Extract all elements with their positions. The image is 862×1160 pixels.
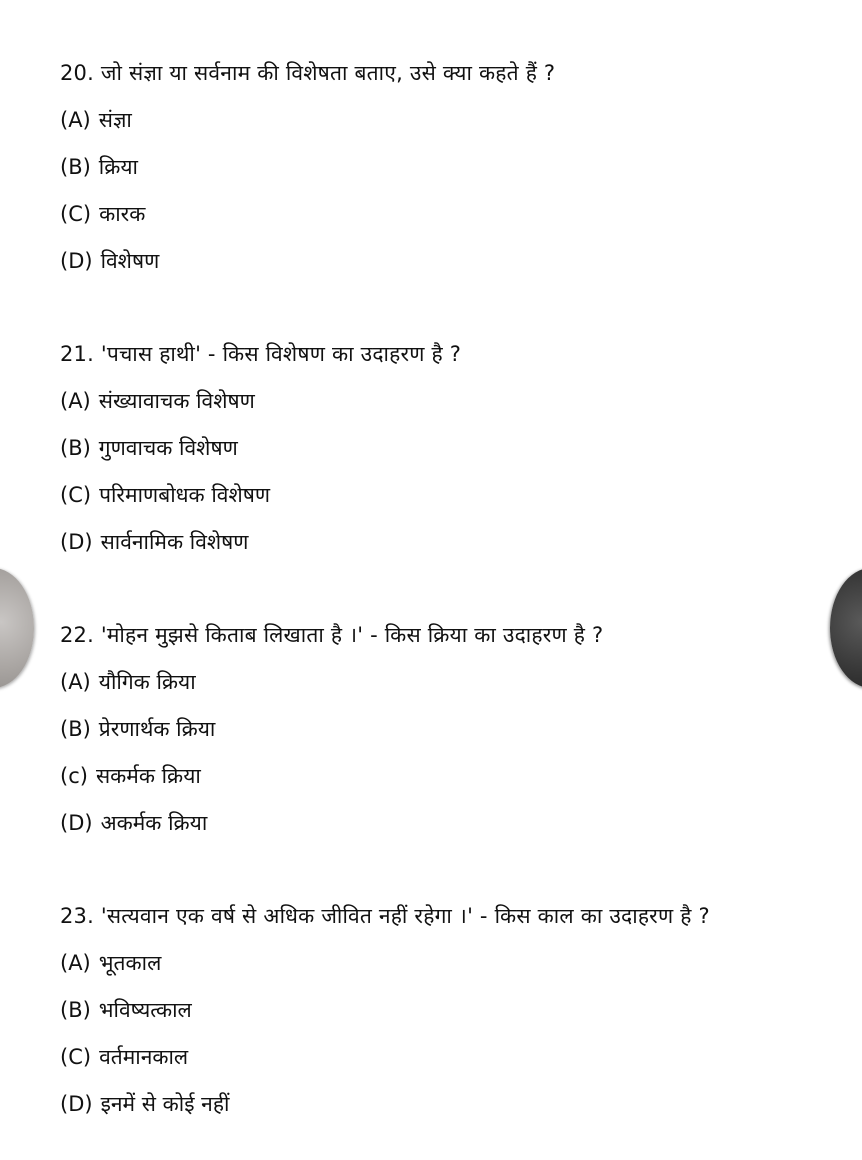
- option-label: (D): [60, 249, 93, 273]
- option-d: [60, 1089, 840, 1119]
- option-text: विशेषण: [100, 249, 160, 273]
- option-b: [60, 714, 840, 744]
- question-text: 22. 'मोहन मुझसे किताब लिखाता है ।' - किस क्रिया का उदाहरण है ?: [60, 623, 604, 647]
- option-text: वर्तमानकाल: [99, 1045, 189, 1069]
- option-label: (A): [60, 389, 91, 413]
- option-label: (c): [60, 764, 88, 788]
- option-b: [60, 995, 840, 1025]
- option-c: [60, 480, 840, 510]
- option-text: भूतकाल: [98, 951, 162, 975]
- option-d: [60, 527, 840, 557]
- option-text: सकर्मक क्रिया: [95, 764, 201, 788]
- option-text: संख्यावाचक विशेषण: [98, 389, 255, 413]
- option-text: परिमाणबोधक विशेषण: [99, 483, 271, 507]
- option-text: प्रेरणार्थक क्रिया: [98, 717, 216, 741]
- option-d: [60, 808, 840, 838]
- option-b: [60, 152, 840, 182]
- previous-page-button[interactable]: [0, 568, 34, 688]
- option-text: गुणवाचक विशेषण: [98, 436, 238, 460]
- option-label: (A): [60, 670, 91, 694]
- option-label: (B): [60, 155, 91, 179]
- option-label: (C): [60, 1045, 92, 1069]
- question-text: 20. जो संज्ञा या सर्वनाम की विशेषता बताए, उसे क्या कहते हैं ?: [60, 61, 556, 85]
- option-d: [60, 246, 840, 276]
- option-label: (D): [60, 1092, 93, 1116]
- question-20: [60, 58, 840, 293]
- option-label: (B): [60, 436, 91, 460]
- question-21: [60, 339, 840, 574]
- option-text: कारक: [99, 202, 146, 226]
- option-b: [60, 433, 840, 463]
- option-text: इनमें से कोई नहीं: [100, 1092, 230, 1116]
- question-22: [60, 620, 840, 855]
- option-a: [60, 948, 840, 978]
- option-label: (C): [60, 483, 92, 507]
- option-label: (D): [60, 530, 93, 554]
- option-label: (A): [60, 108, 91, 132]
- option-c: [60, 1042, 840, 1072]
- question-text: 23. 'सत्यवान एक वर्ष से अधिक जीवित नहीं रहेगा ।' - किस काल का उदाहरण है ?: [60, 904, 710, 928]
- option-a: [60, 386, 840, 416]
- option-text: यौगिक क्रिया: [98, 670, 196, 694]
- option-text: संज्ञा: [98, 108, 132, 132]
- option-label: (A): [60, 951, 91, 975]
- question-text: 21. 'पचास हाथी' - किस विशेषण का उदाहरण है ?: [60, 342, 462, 366]
- option-text: सार्वनामिक विशेषण: [100, 530, 249, 554]
- option-text: क्रिया: [98, 155, 138, 179]
- option-label: (C): [60, 202, 92, 226]
- option-label: (D): [60, 811, 93, 835]
- option-text: अकर्मक क्रिया: [100, 811, 208, 835]
- option-a: [60, 667, 840, 697]
- question-23: [60, 901, 840, 1136]
- option-label: (B): [60, 717, 91, 741]
- option-c: [60, 199, 840, 229]
- option-label: (B): [60, 998, 91, 1022]
- option-text: भविष्यत्काल: [98, 998, 192, 1022]
- option-a: [60, 105, 840, 135]
- option-c: [60, 761, 840, 791]
